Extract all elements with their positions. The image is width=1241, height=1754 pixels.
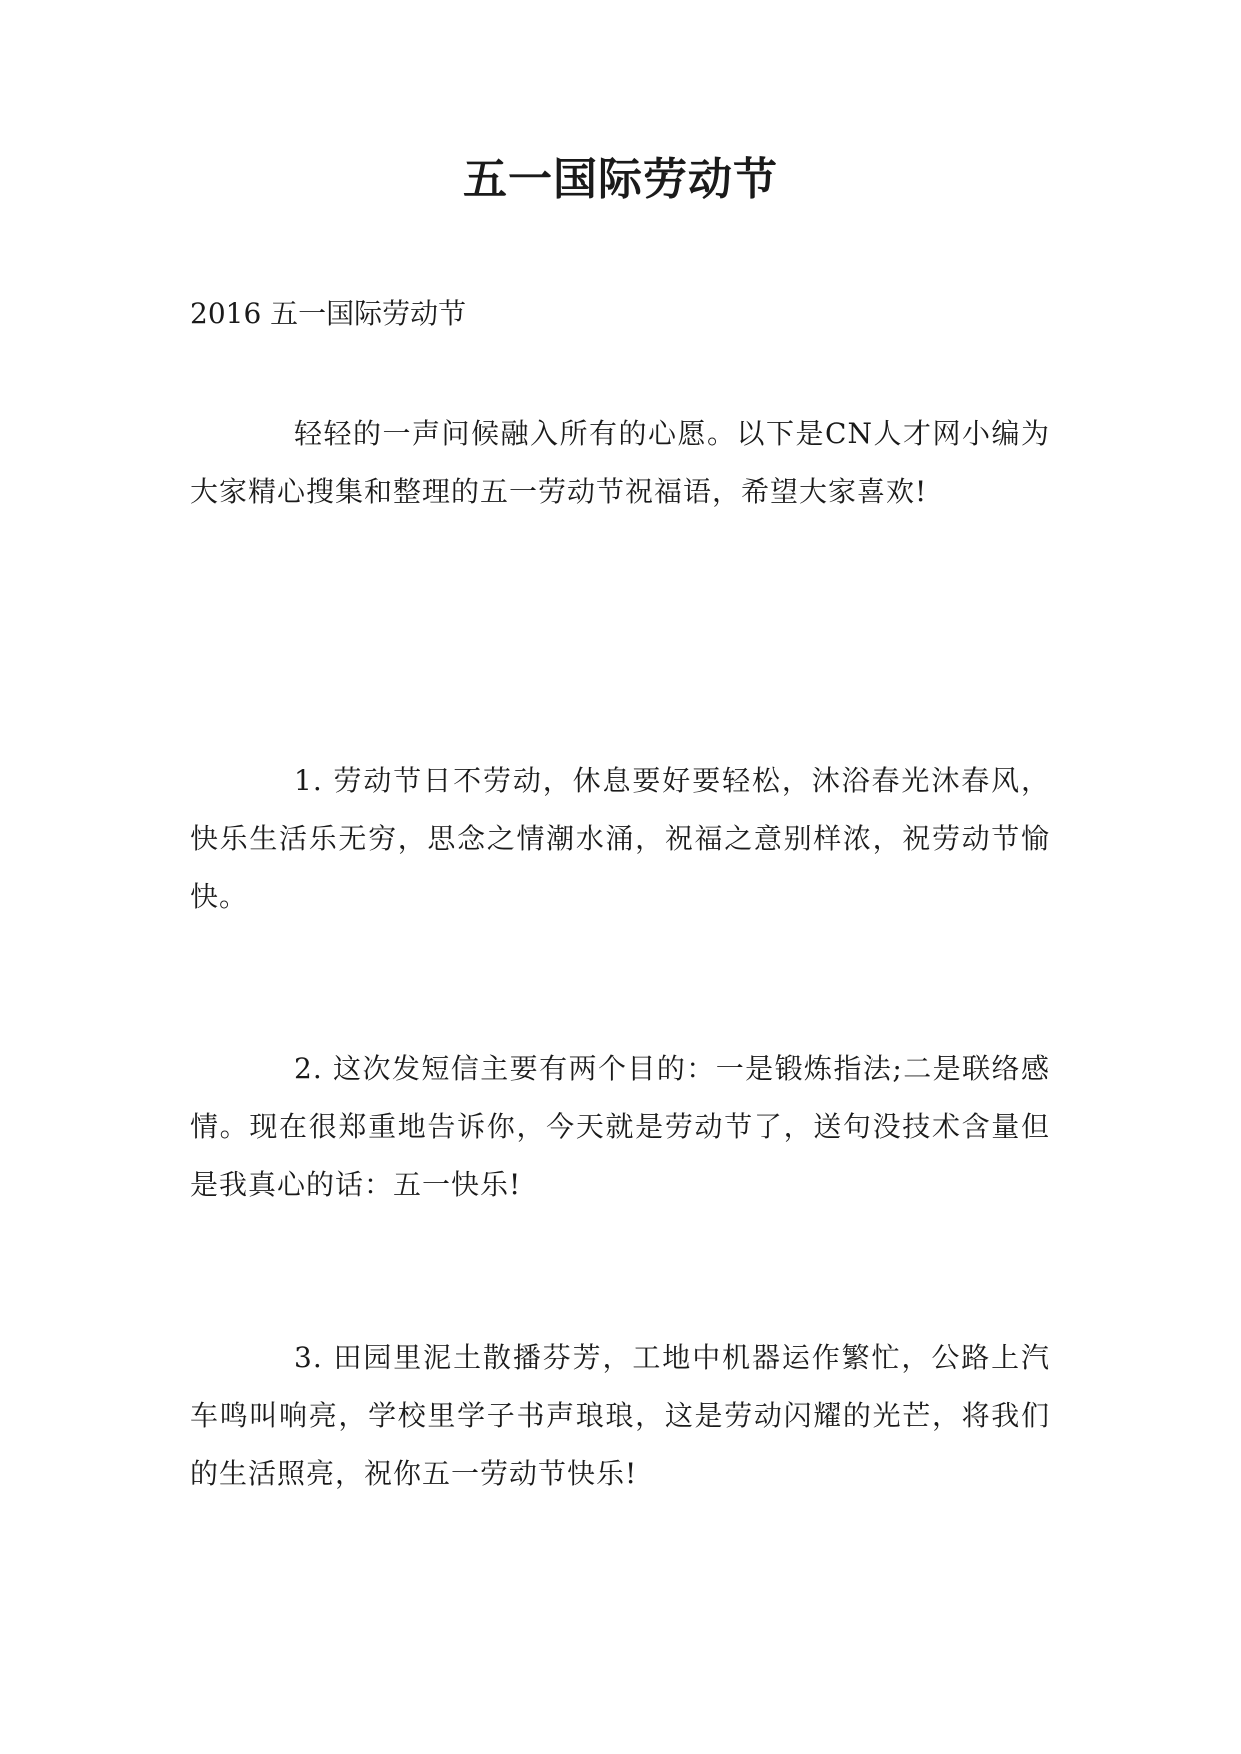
document-title: 五一国际劳动节 [463,154,778,205]
greeting-paragraph-1: 1. 劳动节日不劳动，休息要好要轻松，沐浴春光沐春风，快乐生活乐无穷，思念之情潮水涌，祝福之意别样浓，祝劳动节愉快。 [190,764,1050,913]
greeting-paragraph-2: 2. 这次发短信主要有两个目的：一是锻炼指法;二是联络感情。现在很郑重地告诉你，今天就是劳动节了，送句没技术含量但是我真心的话：五一快乐! [190,1052,1050,1201]
greeting-paragraph-3: 3. 田园里泥土散播芬芳，工地中机器运作繁忙，公路上汽车鸣叫响亮，学校里学子书声琅琅，这是劳动闪耀的光芒，将我们的生活照亮，祝你五一劳动节快乐! [190,1341,1050,1490]
document-subtitle: 2016 五一国际劳动节 [190,297,467,330]
intro-paragraph: 轻轻的一声问候融入所有的心愿。以下是CN人才网小编为大家精心搜集和整理的五一劳动节祝福语，希望大家喜欢! [190,417,1050,508]
